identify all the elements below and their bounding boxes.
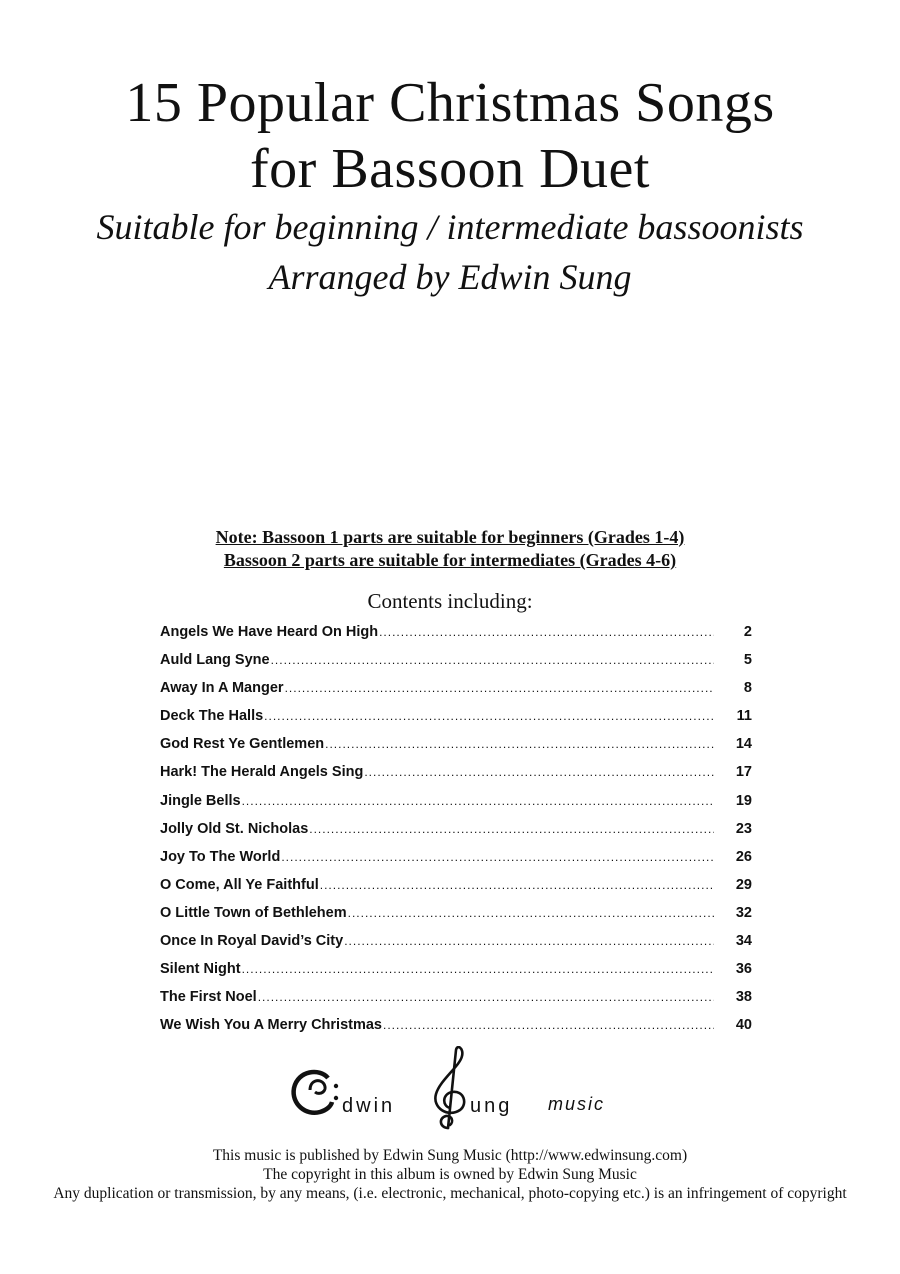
toc-dot-leader: [242, 962, 714, 976]
toc-dot-leader: [264, 709, 714, 723]
toc-entry: [160, 652, 752, 680]
toc-entry: [160, 821, 752, 849]
toc-entry-title: God Rest Ye Gentlemen: [160, 736, 325, 753]
toc-entry-page: 40: [735, 1017, 752, 1034]
table-of-contents: [160, 624, 752, 1045]
toc-entry: [160, 624, 752, 652]
toc-entry: [160, 877, 752, 905]
toc-entry-title: We Wish You A Merry Christmas: [160, 1017, 382, 1034]
toc-entry-title: Deck The Halls: [160, 708, 264, 725]
toc-dot-leader: [271, 653, 714, 667]
toc-entry: [160, 1017, 752, 1045]
copyright-footer: [0, 1146, 900, 1203]
toc-dot-leader: [379, 625, 714, 639]
toc-dot-leader: [258, 990, 714, 1004]
footer-line-3: Any duplication or transmission, by any means, (i.e. electronic, mechanical, photo-copying etc.) is an infringement of copyright: [53, 1185, 847, 1202]
toc-entry-page: 2: [743, 624, 752, 640]
edwin-sung-music-logo: [280, 1046, 640, 1130]
toc-entry: [160, 961, 752, 989]
page-title-line-1: 15 Popular Christmas Songs: [125, 72, 775, 134]
toc-entry-page: 8: [743, 680, 752, 697]
title-block: [0, 70, 900, 302]
toc-entry-page: 19: [735, 792, 752, 809]
spiral-e-icon: [294, 1072, 339, 1113]
footer-line-1: This music is published by Edwin Sung Music (http://www.edwinsung.com): [212, 1147, 688, 1164]
toc-dot-leader: [309, 822, 714, 836]
toc-entry-title: Joy To The World: [160, 848, 281, 865]
toc-entry-title: Jingle Bells: [160, 792, 241, 809]
toc-entry-title: Hark! The Herald Angels Sing: [160, 764, 364, 781]
toc-dot-leader: [364, 765, 714, 779]
toc-dot-leader: [383, 1018, 714, 1032]
toc-dot-leader: [348, 906, 714, 920]
toc-entry: [160, 680, 752, 708]
toc-dot-leader: [242, 794, 714, 808]
toc-entry-page: 29: [735, 876, 752, 893]
logo-word-3: music: [548, 1094, 606, 1114]
grade-note: [0, 526, 900, 572]
toc-entry: [160, 989, 752, 1017]
contents-heading: Contents including:: [367, 589, 533, 613]
toc-entry: [160, 793, 752, 821]
page-title-line-2: for Bassoon Duet: [250, 138, 650, 200]
toc-entry-page: 14: [735, 736, 752, 753]
toc-entry-title: Jolly Old St. Nicholas: [160, 820, 309, 837]
toc-entry-page: 23: [735, 820, 752, 837]
toc-entry: [160, 708, 752, 736]
grade-note-line-2: Bassoon 2 parts are suitable for intermediates (Grades 4-6): [223, 550, 677, 570]
toc-entry-title: O Little Town of Bethlehem: [160, 904, 347, 921]
toc-dot-leader: [344, 934, 714, 948]
toc-entry-page: 17: [735, 764, 752, 781]
toc-entry: [160, 736, 752, 764]
subtitle-line-2: Arranged by Edwin Sung: [268, 257, 632, 297]
treble-clef-icon: [435, 1047, 464, 1128]
toc-entry-page: 26: [735, 848, 752, 865]
toc-entry-page: 5: [743, 652, 752, 669]
toc-entry-page: 32: [735, 904, 752, 921]
toc-entry-title: The First Noel: [160, 989, 257, 1006]
toc-entry-page: 36: [735, 961, 752, 978]
toc-entry-title: Silent Night: [160, 961, 241, 978]
toc-entry-title: Away In A Manger: [160, 680, 284, 697]
toc-entry: [160, 764, 752, 792]
toc-entry-page: 34: [735, 933, 752, 950]
logo-word-2: ung: [470, 1095, 513, 1117]
toc-entry: [160, 933, 752, 961]
logo-word-1: dwin: [342, 1095, 396, 1117]
toc-dot-leader: [320, 878, 714, 892]
toc-dot-leader: [281, 850, 714, 864]
toc-entry-page: 11: [736, 708, 752, 725]
toc-entry-title: Once In Royal David’s City: [160, 933, 344, 950]
toc-entry-page: 38: [735, 989, 752, 1006]
grade-note-line-1: Note: Bassoon 1 parts are suitable for beginners (Grades 1-4): [215, 527, 685, 547]
toc-entry: [160, 905, 752, 933]
toc-entry-title: Auld Lang Syne: [160, 652, 270, 669]
toc-dot-leader: [325, 737, 714, 751]
toc-dot-leader: [285, 681, 714, 695]
toc-entry: [160, 849, 752, 877]
footer-line-2: The copyright in this album is owned by Edwin Sung Music: [263, 1166, 637, 1183]
toc-entry-title: Angels We Have Heard On High: [160, 624, 379, 640]
subtitle-line-1: Suitable for beginning / intermediate bassoonists: [96, 207, 804, 247]
toc-entry-title: O Come, All Ye Faithful: [160, 876, 319, 893]
